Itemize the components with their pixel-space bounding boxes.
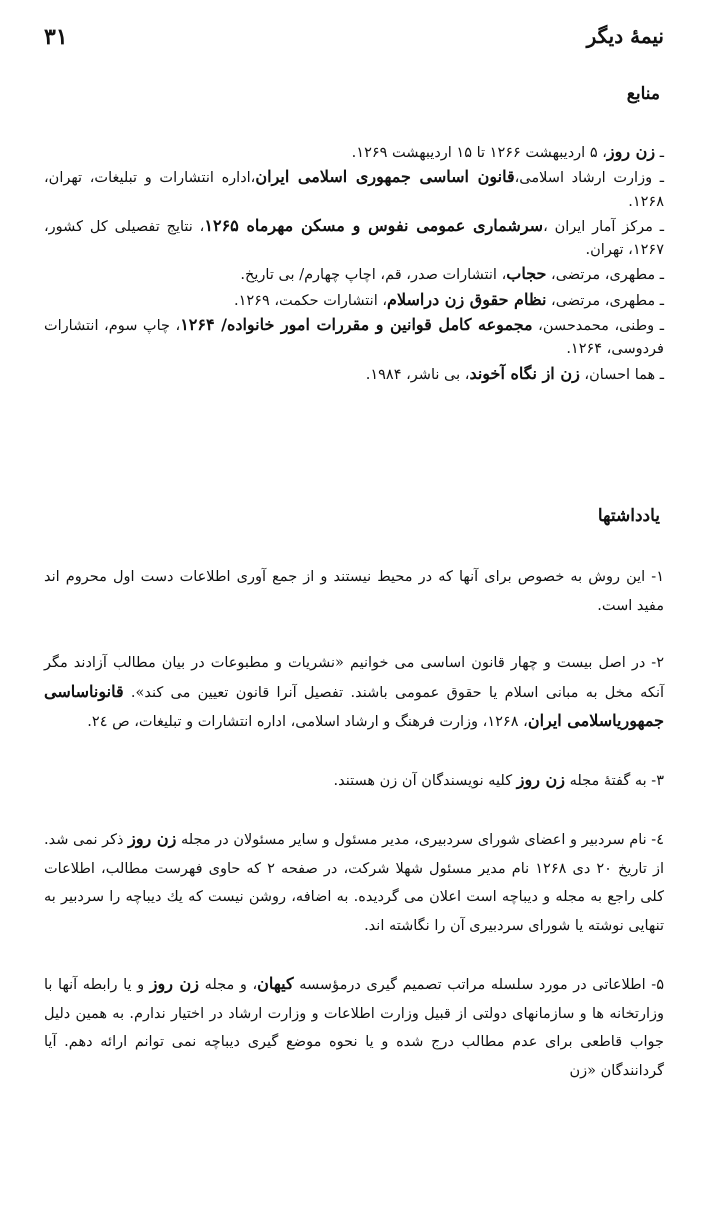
note-text: و یا رابطه آنها با وزارتخانه ها و سازمانهای دولتی از قبیل وزارت اطلاعات و وزارت ارشاد در اختیار ندارم. به همین دلیل جواب قاطعی برای عدم مطالب درج شده و یا نحوه موضع گیری دیباچه نمی توانم ارائه دهم. آیا گردانندگان «زن (44, 977, 665, 1079)
source-entry-title: سرشماری عمومی نفوس و مسکن مهرماه ۱۲۶۵ (204, 215, 544, 235)
source-entry-text: ،اداره انتشارات و تبلیغات، تهران، ۱۲۶۸. (44, 170, 664, 210)
paragraph-spacer (44, 940, 664, 970)
source-entry-text: ـ (655, 145, 664, 161)
source-entry (44, 313, 664, 362)
note-paragraph (44, 825, 664, 940)
note-paragraph (44, 766, 664, 796)
note-text: ۵- اطلاعاتی در مورد سلسله مراتب تصمیم گیری درمؤسسه (293, 977, 664, 993)
source-entry-title: زن از نگاه آخوند (469, 363, 580, 383)
note-paragraph (44, 563, 664, 620)
note-emphasis: زن روز (149, 974, 199, 993)
source-entry-text: ، بی ناشر، ۱۹۸۴. (365, 366, 470, 383)
note-text: ، و مجله (199, 977, 258, 993)
note-text: ذکر نمی شد. از تاریخ ۲۰ دی ۱۲۶۸ نام مدیر مسئول شهلا شرکت، در صفحه ۲ که حاوی فهرست مطالب، اطلاعات کلی راجع به مجله و دیباچه است اعلان می گردیده. به اضافه، روشن نیست که یك دیباچه را سردبیر به تنهایی نوشته یا شورای سردبیری آن را نگاشته اند. (44, 832, 664, 934)
source-entry (44, 214, 664, 263)
running-title: نیمهٔ دیگر (586, 24, 664, 48)
source-entry (44, 362, 664, 387)
note-text: ۳- به گفتهٔ مجله (564, 772, 664, 789)
notes-list (44, 563, 664, 1085)
source-entry (44, 165, 664, 214)
sources-list (44, 140, 664, 387)
page-number: ۳۱ (44, 24, 68, 50)
note-text: ۲- در اصل بیست و چهار قانون اساسی می خوانیم «نشریات و مطبوعات در بیان مطالب آزادند مگر آنکه مخل به مبانی اسلام یا حقوق عمومی باشند. تفصیل آنرا قانون تعیین می کند». (44, 655, 665, 701)
notes-heading: یادداشتها (597, 506, 660, 526)
note-emphasis: زن روز (128, 829, 177, 848)
note-emphasis: قانوناساسی جمهوریاسلامی ایران (44, 681, 664, 730)
source-entry-text: ، انتشارات حکمت، ۱۲۶۹. (234, 292, 388, 309)
note-text: ، ۱۲۶۸، وزارت فرهنگ و ارشاد اسلامی، اداره انتشارات و تبلیغات، ص ۲٤. (87, 714, 528, 730)
source-entry (44, 140, 664, 165)
source-entry-title: نظام حقوق زن دراسلام (387, 289, 547, 309)
note-paragraph (44, 649, 664, 737)
note-emphasis: کیهان (257, 974, 294, 993)
paragraph-spacer (44, 620, 664, 649)
source-entry-title: قانون اساسی جمهوری اسلامی ایران (255, 167, 515, 187)
paragraph-spacer (44, 795, 664, 825)
page-header (44, 24, 664, 58)
note-text: ۱- این روش به خصوص برای آنها که در محیط نیستند و از جمع آوری اطلاعات دست اول محروم اند مفید است. (44, 569, 664, 614)
note-text: کلیه نویسندگان آن زن هستند. (333, 772, 517, 789)
source-entry-text: ـ وزارت ارشاد اسلامی، (514, 170, 664, 187)
source-entry-title: زن روز (606, 142, 656, 161)
source-entry-text: ـ مطهری، مرتضی، (546, 267, 664, 284)
note-paragraph (44, 970, 664, 1085)
note-emphasis: زن روز (516, 769, 565, 789)
sources-heading: منابع (626, 84, 660, 104)
source-entry-text: ـ مطهری، مرتضی، (546, 292, 664, 309)
source-entry-text: ، انتشارات صدر، قم، اچاپ چهارم/ بی تاریخ. (240, 267, 507, 284)
source-entry-text: ، نتایج تفصیلی کل کشور، ۱۲۶۷، تهران. (44, 218, 664, 259)
source-entry-text: ، چاپ سوم، انتشارات فردوسی، ۱۲۶۴. (44, 318, 664, 358)
source-entry (44, 288, 664, 313)
source-entry (44, 262, 664, 287)
paragraph-spacer (44, 737, 664, 766)
source-entry-text: ، ۵ اردیبهشت ۱۲۶۶ تا ۱۵ اردیبهشت ۱۲۶۹. (351, 145, 607, 161)
source-entry-title: مجموعه کامل قوانین و مقررات امور خانواده/ ۱۲۶۴ (180, 315, 533, 335)
source-entry-title: حجاب (506, 264, 547, 284)
source-entry-text: ـ وطنی، محمدحسن، (532, 318, 664, 335)
source-entry-text: ـ مرکز آمار ایران ، (543, 218, 664, 235)
note-text: ٤- نام سردبیر و اعضای شورای سردبیری، مدیر مسئول و سایر مسئولان در مجله (176, 832, 665, 848)
source-entry-text: ـ هما احسان، (579, 366, 664, 383)
